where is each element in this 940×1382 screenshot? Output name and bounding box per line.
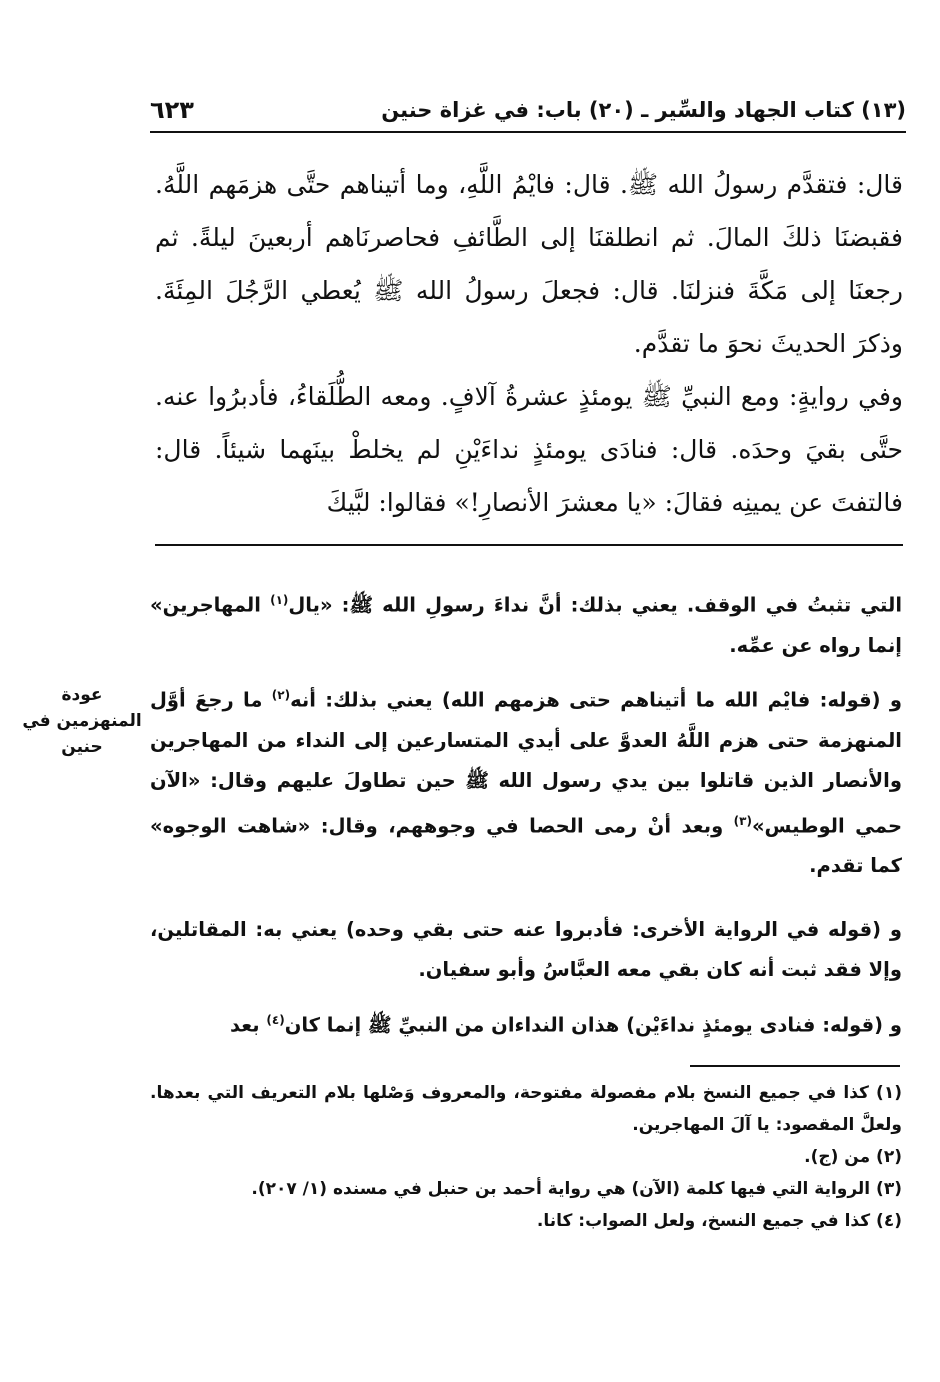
page-header xyxy=(150,96,906,126)
header-rule xyxy=(150,131,906,133)
commentary-text: وبعد أنْ رمى الحصا في وجوههم، وقال: «شاهت الوجوه» كما تقدم. xyxy=(150,814,902,877)
commentary-text: بعد xyxy=(230,1013,267,1037)
commentary-paragraph-4 xyxy=(150,1000,902,1046)
main-text-paragraph-1: قال: فتقدَّم رسولُ الله ﷺ. قال: فايْمُ اللَّهِ، وما أتيناهم حتَّى هزمَهم اللَّهُ. فقبضنَا ذلكَ المالَ. ثم انطلقنَا إلى الطَّائفِ فحاصرنَاهم أربعينَ ليلةً. ثم رجعنَا إلى مَكَّةَ فنزلنَا. قال: فجعلَ رسولُ الله ﷺ يُعطي الرَّجُلَ المِئَةَ. وذكرَ الحديثَ نحوَ ما تقدَّم. xyxy=(155,170,903,358)
margin-note-line: حنين xyxy=(61,737,103,757)
margin-note-line: المنهزمين في xyxy=(22,711,142,731)
footnote-4: (٤) كذا في جميع النسخ، ولعل الصواب: كانا. xyxy=(536,1211,902,1231)
commentary-text: المهاجرين» إنما رواه عن عمِّه. xyxy=(150,593,902,657)
main-text-paragraph-2: وفي روايةٍ: ومع النبيِّ ﷺ يومئذٍ عشرةُ آلافٍ. ومعه الطُّلَقاءُ، فأدبرُوا عنه. حتَّى بقيَ وحدَه. قال: فنادَى يومئذٍ نداءَيْنِ لم يخلطْ بينَهما شيئاً. قال: فالتفتَ عن يمينِه فقالَ: «يا معشرَ الأنصارِ!» فقالوا: لبَّيكَ xyxy=(155,382,903,517)
footnote-ref: (٣) xyxy=(733,813,752,828)
footnote-rule xyxy=(690,1065,900,1067)
footnote-1: (١) كذا في جميع النسخ بلام مفصولة مفتوحة، والمعروف وَصْلها بلام التعريف التي بعدها. ولعلَّ المقصود: يا آلَ المهاجرين. xyxy=(150,1083,902,1135)
commentary-text: التي تثبتُ في الوقف. يعني بذلك: أنَّ نداءَ رسولِ الله ﷺ: «يال xyxy=(288,593,902,617)
footnotes xyxy=(150,1077,902,1237)
commentary-text: و (قوله: فنادى يومئذٍ نداءَيْن) هذان النداءان من النبيِّ ﷺ إنما كان xyxy=(284,1013,902,1037)
text-commentary-separator xyxy=(155,544,903,546)
page-number: ٦٢٣ xyxy=(150,96,194,124)
commentary-paragraph-1 xyxy=(150,580,902,666)
margin-note xyxy=(18,682,146,760)
commentary-paragraph-3: و (قوله في الرواية الأخرى: فأدبروا عنه حتى بقي وحده) يعني به: المقاتلين، وإلا فقد ثبت أنه كان بقي معه العبَّاسُ وأبو سفيان. xyxy=(150,918,902,981)
commentary-text: و (قوله: فايْم الله ما أتيناهم حتى هزمهم الله) يعني بذلك: أنه xyxy=(290,688,902,712)
margin-note-line: عودة xyxy=(61,685,103,705)
running-title: (١٣) كتاب الجهاد والسِّير ـ (٢٠) باب: في غزاة حنين xyxy=(381,98,906,122)
commentary-text: ما رجعَ أوَّل المنهزمة حتى هزم اللَّهُ العدوَّ على أيدي المتسارعين إلى النداء من المهاجرين والأنصار الذين قاتلوا بين يدي رسول الله ﷺ حين تطاولَ عليهم وقال: «الآن حمي الوطيس» xyxy=(150,688,902,837)
footnote-ref: (٤) xyxy=(266,1013,285,1027)
footnote-ref: (١) xyxy=(270,593,289,607)
footnote-3: (٣) الرواية التي فيها كلمة (الآن) هي رواية أحمد بن حنبل في مسنده (١/ ٢٠٧). xyxy=(251,1179,902,1199)
footnote-2: (٢) من (ج). xyxy=(804,1147,902,1167)
footnote-ref: (٢) xyxy=(271,688,291,702)
commentary-paragraph-2 xyxy=(150,675,902,886)
